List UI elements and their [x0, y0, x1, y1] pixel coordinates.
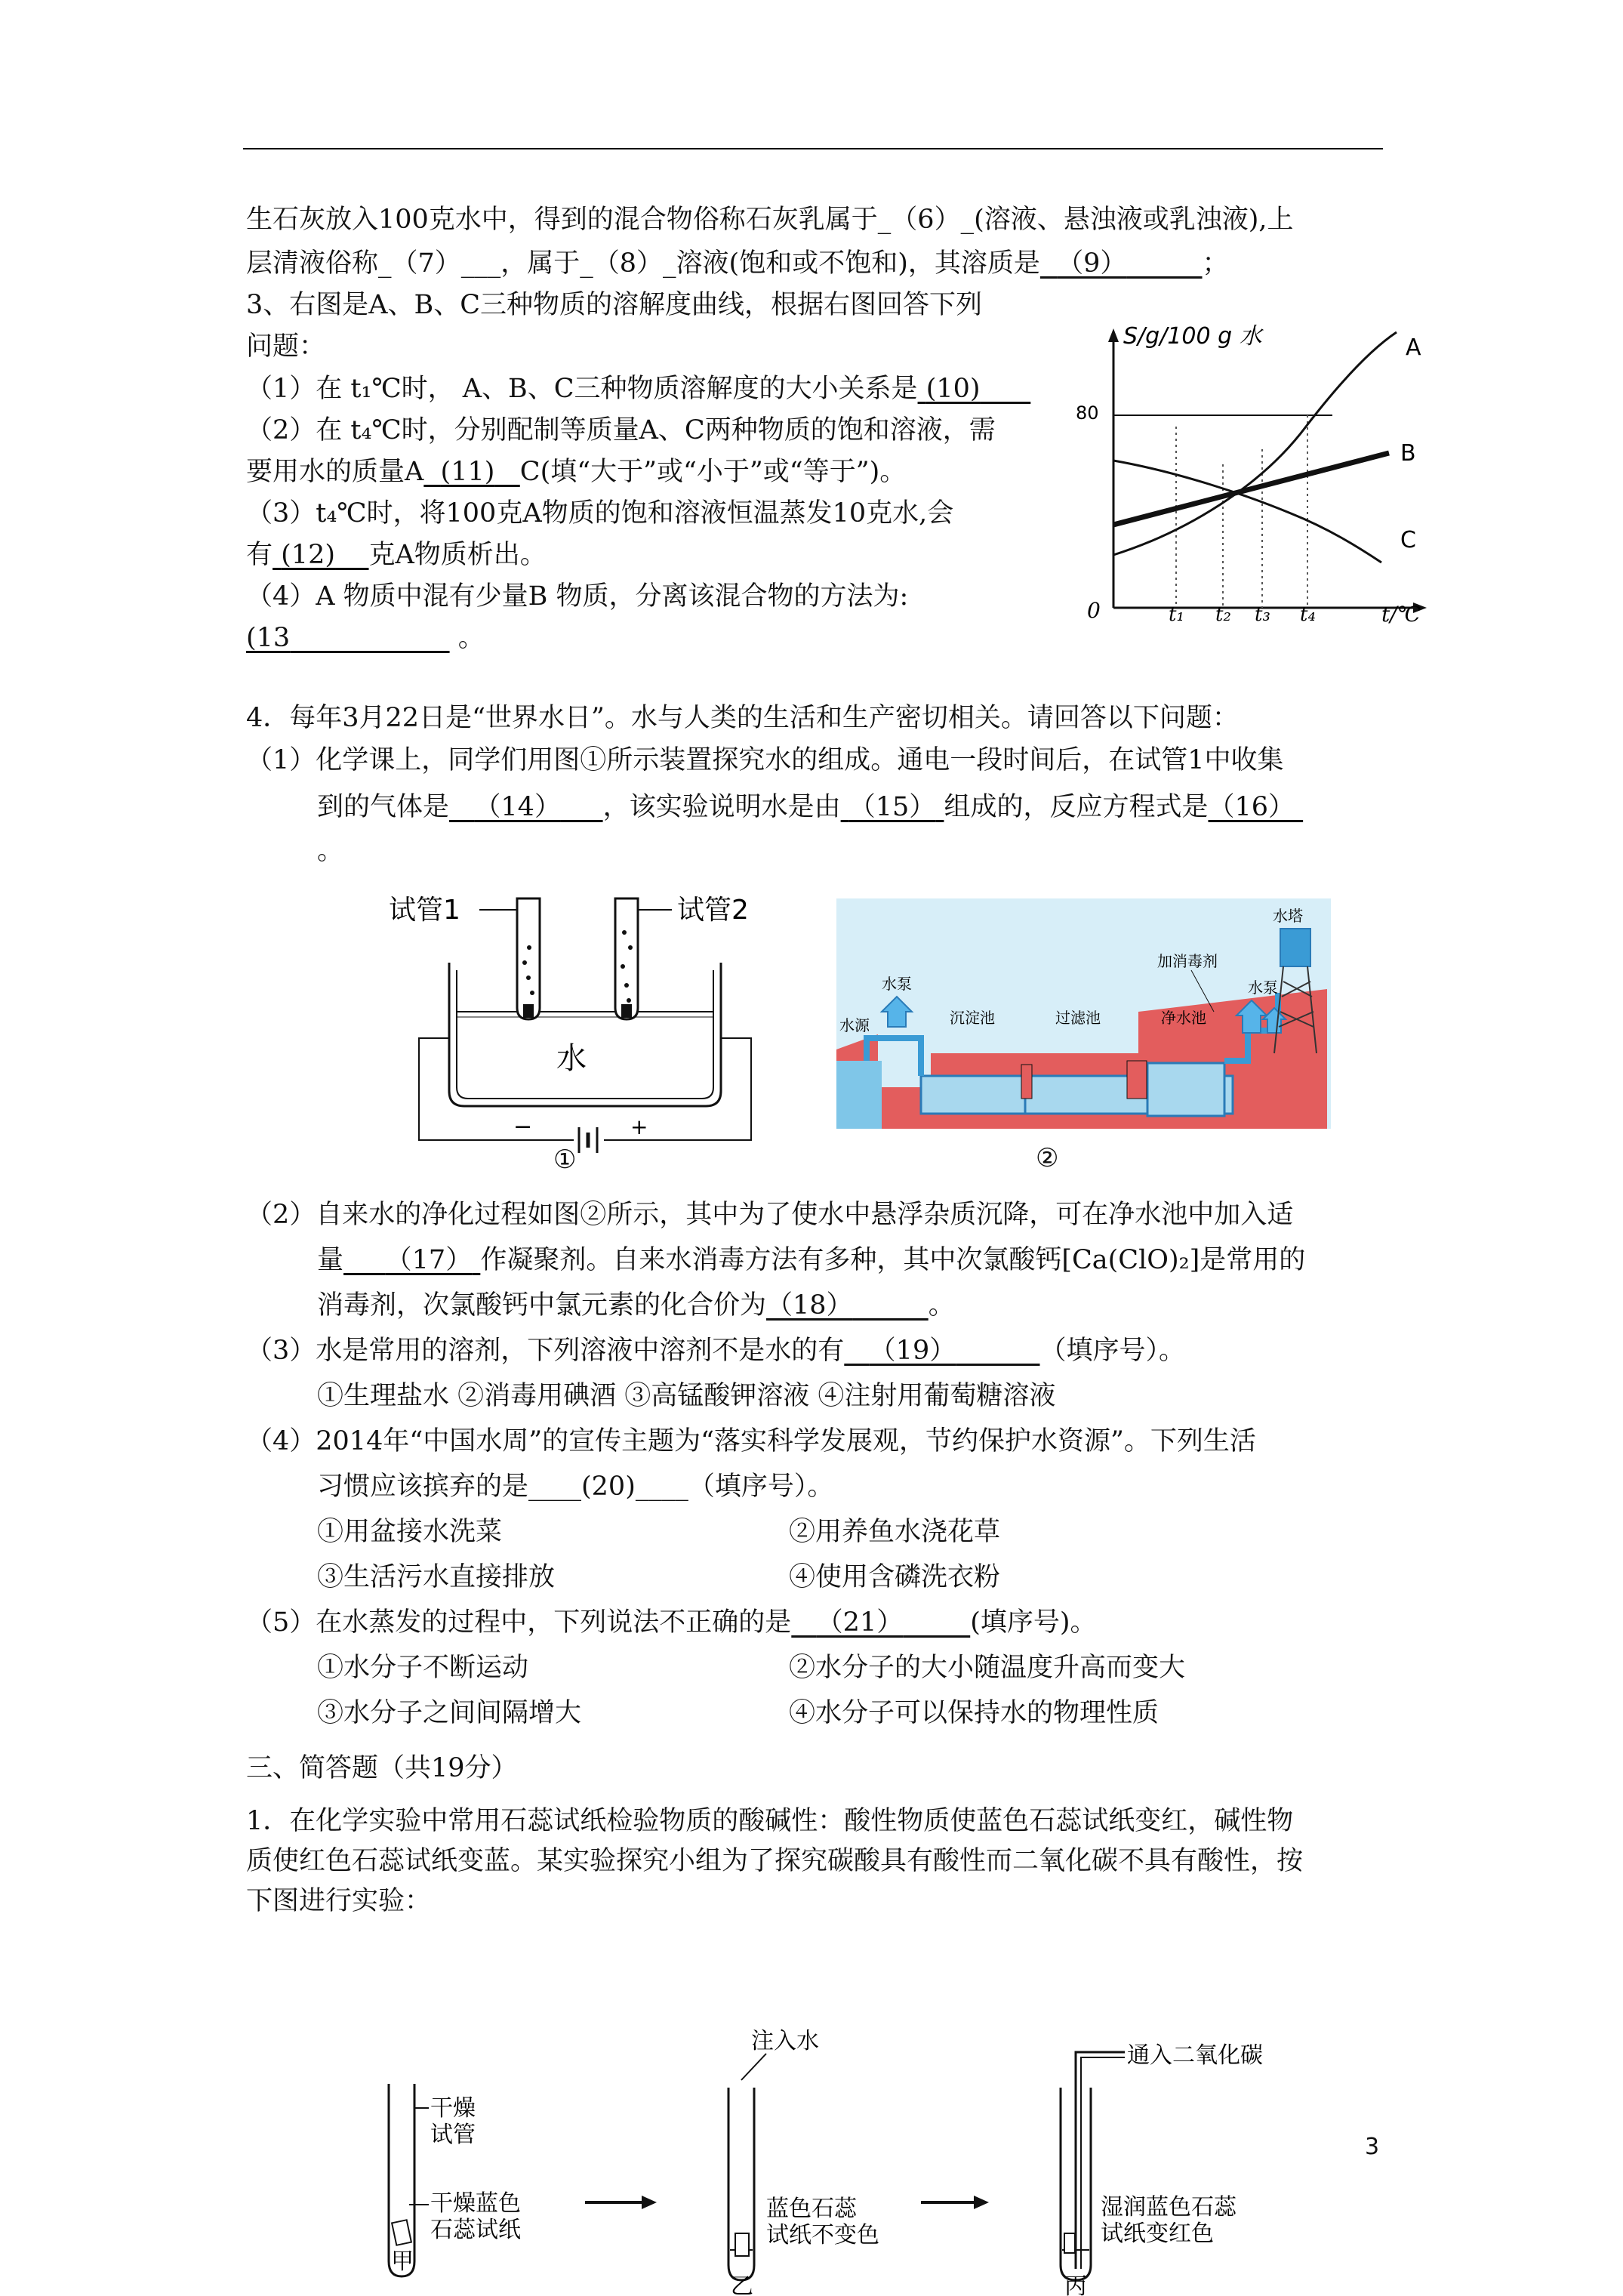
solubility-graph	[1064, 321, 1442, 638]
text-span: ；	[1202, 248, 1229, 279]
text-line: （1）化学课上，同学们用图①所示装置探究水的组成。通电一段时间后，在试管1中收集	[246, 745, 1284, 775]
text-span: 层清液俗称_（7）___，属于_（8）_溶液(饱和或不饱和)，其溶质是	[246, 248, 1040, 279]
answer-blank-21	[791, 1607, 970, 1638]
text-line: （3）t₄℃时，将100克A物质的饱和溶液恒温蒸发10克水,会	[246, 498, 954, 529]
series-label-a: A	[1406, 334, 1421, 361]
bubble	[627, 998, 631, 1003]
x-tick-t4: t₄	[1300, 603, 1316, 626]
answer-blank-18	[766, 1290, 929, 1321]
litmus-paper-c	[1064, 2233, 1075, 2253]
answer-blank-13	[246, 623, 450, 653]
option-item: ③水分子之间间隔增大	[317, 1698, 582, 1728]
blue-paper-label: 蓝色石蕊	[766, 2196, 857, 2222]
bubble	[624, 983, 629, 988]
bubble	[526, 975, 531, 980]
text-line: ①生理盐水 ②消毒用碘酒 ③高锰酸钾溶液 ④注射用葡萄糖溶液	[317, 1381, 1056, 1411]
y-axis-label: S/g/100 g 水	[1123, 323, 1262, 350]
blank-label: （21）	[816, 1607, 904, 1638]
text-span: 量	[317, 1245, 344, 1275]
option-item: ④水分子可以保持水的物理性质	[789, 1698, 1160, 1728]
test-tube-2	[615, 898, 638, 1019]
electrode-1	[523, 1004, 534, 1018]
section-title: 三、简答题（共19分）	[246, 1753, 518, 1783]
text-line	[246, 533, 547, 577]
option-item: ①用盆接水洗菜	[317, 1517, 503, 1547]
test-tube-a	[389, 2084, 414, 2276]
water-tower-tank	[1280, 929, 1310, 966]
filter-layer	[1127, 1061, 1147, 1099]
text-line: 4．每年3月22日是“世界水日”。水与人类的生活和生产密切相关。请回答以下问题：	[246, 703, 1239, 733]
option-item: ②水分子的大小随温度升高而变大	[789, 1653, 1186, 1683]
blue-paper-label-2: 试纸不变色	[766, 2222, 879, 2248]
answer-blank-9	[1040, 248, 1203, 279]
wire-right	[604, 1038, 751, 1140]
clean-label: 净水池	[1161, 1009, 1206, 1027]
text-span: （5）在水蒸发的过程中，下列说法不正确的是	[246, 1607, 792, 1638]
text-line	[246, 1329, 1185, 1373]
x-tick-t1: t₁	[1169, 603, 1184, 626]
plus-sign: +	[630, 1114, 648, 1139]
text-line	[317, 1284, 955, 1327]
text-line: （2）在 t₄℃时，分别配制等质量A、C两种物质的饱和溶液，需	[246, 415, 996, 445]
dry-tube-label: 干燥	[430, 2095, 476, 2122]
answer-blank-12	[273, 540, 369, 570]
answer-blank-14	[449, 792, 603, 822]
bubble	[527, 945, 531, 950]
text-line: （4）A 物质中混有少量B 物质，分离该混合物的方法为:	[246, 581, 909, 612]
blank-label: （9）	[1057, 248, 1127, 279]
x-axis-label: t/℃	[1381, 602, 1421, 627]
minus-sign: −	[513, 1114, 533, 1140]
wire-left	[419, 1038, 574, 1140]
origin-label: 0	[1087, 598, 1101, 623]
tube-c-label: 丙	[1064, 2273, 1087, 2296]
x-tick-t2: t₂	[1215, 603, 1231, 626]
wet-paper-label-2: 试纸变红色	[1101, 2220, 1214, 2247]
pointer	[741, 2054, 766, 2080]
arrow-head	[642, 2196, 657, 2209]
option-item: ②用养鱼水浇花草	[789, 1517, 1001, 1547]
clean-basin	[1147, 1063, 1224, 1116]
text-span: （1）在 t₁℃时， A、B、C三种物质溶解度的大小关系是	[246, 374, 918, 404]
answer-blank-10	[918, 374, 1031, 404]
dry-paper-label: 干燥蓝色	[430, 2190, 521, 2217]
text-span: ，该实验说明水是由	[602, 792, 841, 822]
text-line: 下图进行实验：	[246, 1886, 432, 1916]
answer-blank-16	[1208, 792, 1303, 822]
text-span: 。	[928, 1290, 955, 1321]
answer-blank-11	[423, 457, 520, 487]
text-line: 生石灰放入100克水中，得到的混合物俗称石灰乳属于_（6）_(溶液、悬浊液或乳浊液),上	[246, 205, 1294, 235]
curve-a	[1113, 332, 1397, 555]
settle-label: 沉淀池	[950, 1009, 995, 1027]
pump2-label: 水泵	[1248, 978, 1278, 997]
option-item: ④使用含磷洗衣粉	[789, 1562, 1001, 1592]
answer-blank-15	[841, 792, 944, 822]
tower-label: 水塔	[1273, 907, 1303, 925]
electrode-2	[621, 1004, 632, 1018]
water-label: 水	[556, 1041, 587, 1076]
text-span: 。	[449, 623, 485, 653]
y-axis-arrow	[1108, 328, 1119, 342]
co2-label: 通入二氧化碳	[1127, 2042, 1263, 2069]
litmus-paper-b	[735, 2233, 749, 2256]
option-item: ①水分子不断运动	[317, 1653, 529, 1683]
blank-label: (11)	[440, 457, 495, 487]
bubble	[621, 964, 625, 969]
series-label-c: C	[1400, 527, 1416, 553]
text-span: 消毒剂，次氯酸钙中氯元素的化合价为	[317, 1290, 767, 1321]
litmus-paper-a	[392, 2220, 411, 2245]
disinfect-label: 加消毒剂	[1157, 952, 1218, 970]
tube1-label: 试管1	[389, 895, 460, 926]
text-line: 问题：	[246, 331, 326, 362]
text-span: 到的气体是	[317, 792, 450, 822]
y-tick-80: 80	[1076, 402, 1099, 424]
water-trough	[449, 963, 721, 1106]
series-label-b: B	[1400, 440, 1416, 467]
text-span: 要用水的质量A	[246, 457, 424, 487]
curve-c	[1113, 461, 1381, 562]
figure-2-caption: ②	[1036, 1143, 1059, 1173]
blank-label: （17）	[385, 1245, 473, 1275]
text-span: 作凝聚剂。自来水消毒方法有多种，其中次氯酸钙[Ca(ClO)₂]是常用的	[480, 1245, 1306, 1275]
blank-label: （14）	[474, 792, 561, 822]
dry-paper-label-2: 石蕊试纸	[430, 2217, 521, 2243]
curve-b	[1113, 453, 1389, 525]
text-line	[246, 242, 1229, 285]
partition	[1021, 1065, 1032, 1099]
pump1-label: 水泵	[882, 975, 912, 993]
text-span: （填序号）。	[1039, 1336, 1185, 1366]
electrolysis-figure	[381, 887, 789, 1170]
text-span: 组成的，反应方程式是	[944, 792, 1209, 822]
page-number: 3	[1365, 2134, 1380, 2160]
blank-label: （15）	[848, 792, 936, 822]
bubble	[628, 945, 633, 950]
answer-blank-19	[844, 1336, 1039, 1366]
text-line	[317, 1238, 1305, 1282]
tube2-label: 试管2	[677, 895, 749, 926]
text-line: （2）自来水的净化过程如图②所示，其中为了使水中悬浮杂质沉降，可在净水池中加入适	[246, 1200, 1294, 1230]
text-line	[317, 785, 1303, 829]
test-tube-1	[517, 898, 540, 1019]
blank-label: (13	[246, 623, 291, 653]
x-tick-t3: t₃	[1255, 603, 1270, 626]
text-span: （3）水是常用的溶剂，下列溶液中溶剂不是水的有	[246, 1336, 845, 1366]
text-line: 。	[317, 836, 344, 866]
water-treatment-figure	[836, 898, 1331, 1129]
add-water-label: 注入水	[751, 2028, 819, 2054]
text-line: 3、右图是A、B、C三种物质的溶解度曲线，根据右图回答下列	[246, 290, 983, 320]
blank-label: （18）	[766, 1290, 853, 1321]
water-source	[836, 1061, 882, 1129]
bubble	[622, 930, 627, 935]
header-rule	[243, 148, 1383, 149]
dry-tube-label-2: 试管	[430, 2122, 476, 2148]
answer-blank-17	[343, 1245, 480, 1275]
filter-label: 过滤池	[1055, 1009, 1101, 1027]
text-line: （4）2014年“中国水周”的宣传主题为“落实科学发展观，节约保护水资源”。下列生活	[246, 1426, 1256, 1456]
text-span: 克A物质析出。	[368, 540, 547, 570]
text-line: 质使红色石蕊试纸变蓝。某实验探究小组为了探究碳酸具有酸性而二氧化碳不具有酸性，按	[246, 1846, 1304, 1876]
source-label: 水源	[839, 1016, 870, 1034]
option-item: ③生活污水直接排放	[317, 1562, 556, 1592]
text-line	[246, 1601, 1097, 1644]
tube-b-label: 乙	[731, 2273, 753, 2296]
text-line	[246, 450, 906, 494]
text-line	[246, 616, 485, 660]
blank-label: (12)	[281, 540, 336, 570]
arrow-head	[974, 2196, 989, 2209]
bubble	[530, 991, 534, 995]
text-span: C(填“大于”或“小于”或“等于”)。	[519, 457, 907, 487]
blank-label: (10)	[925, 374, 981, 404]
text-line: 习惯应该摈弃的是____(20)____（填序号）。	[317, 1472, 834, 1502]
blank-label: （16）	[1208, 792, 1295, 822]
figure-1-caption: ①	[553, 1145, 577, 1175]
water-trough-inner	[457, 970, 713, 1099]
tube-a-label: 甲	[391, 2248, 414, 2275]
text-line: 1．在化学实验中常用石蕊试纸检验物质的酸碱性：酸性物质使蓝色石蕊试纸变红，碱性物	[246, 1806, 1294, 1836]
text-span: (填序号)。	[970, 1607, 1097, 1638]
wet-paper-label: 湿润蓝色石蕊	[1101, 2194, 1236, 2220]
text-span: 有	[246, 540, 273, 570]
litmus-experiment-figure	[370, 2023, 1329, 2296]
bubble	[522, 960, 527, 965]
blank-label: （19）	[869, 1336, 956, 1366]
text-line	[246, 367, 1030, 411]
